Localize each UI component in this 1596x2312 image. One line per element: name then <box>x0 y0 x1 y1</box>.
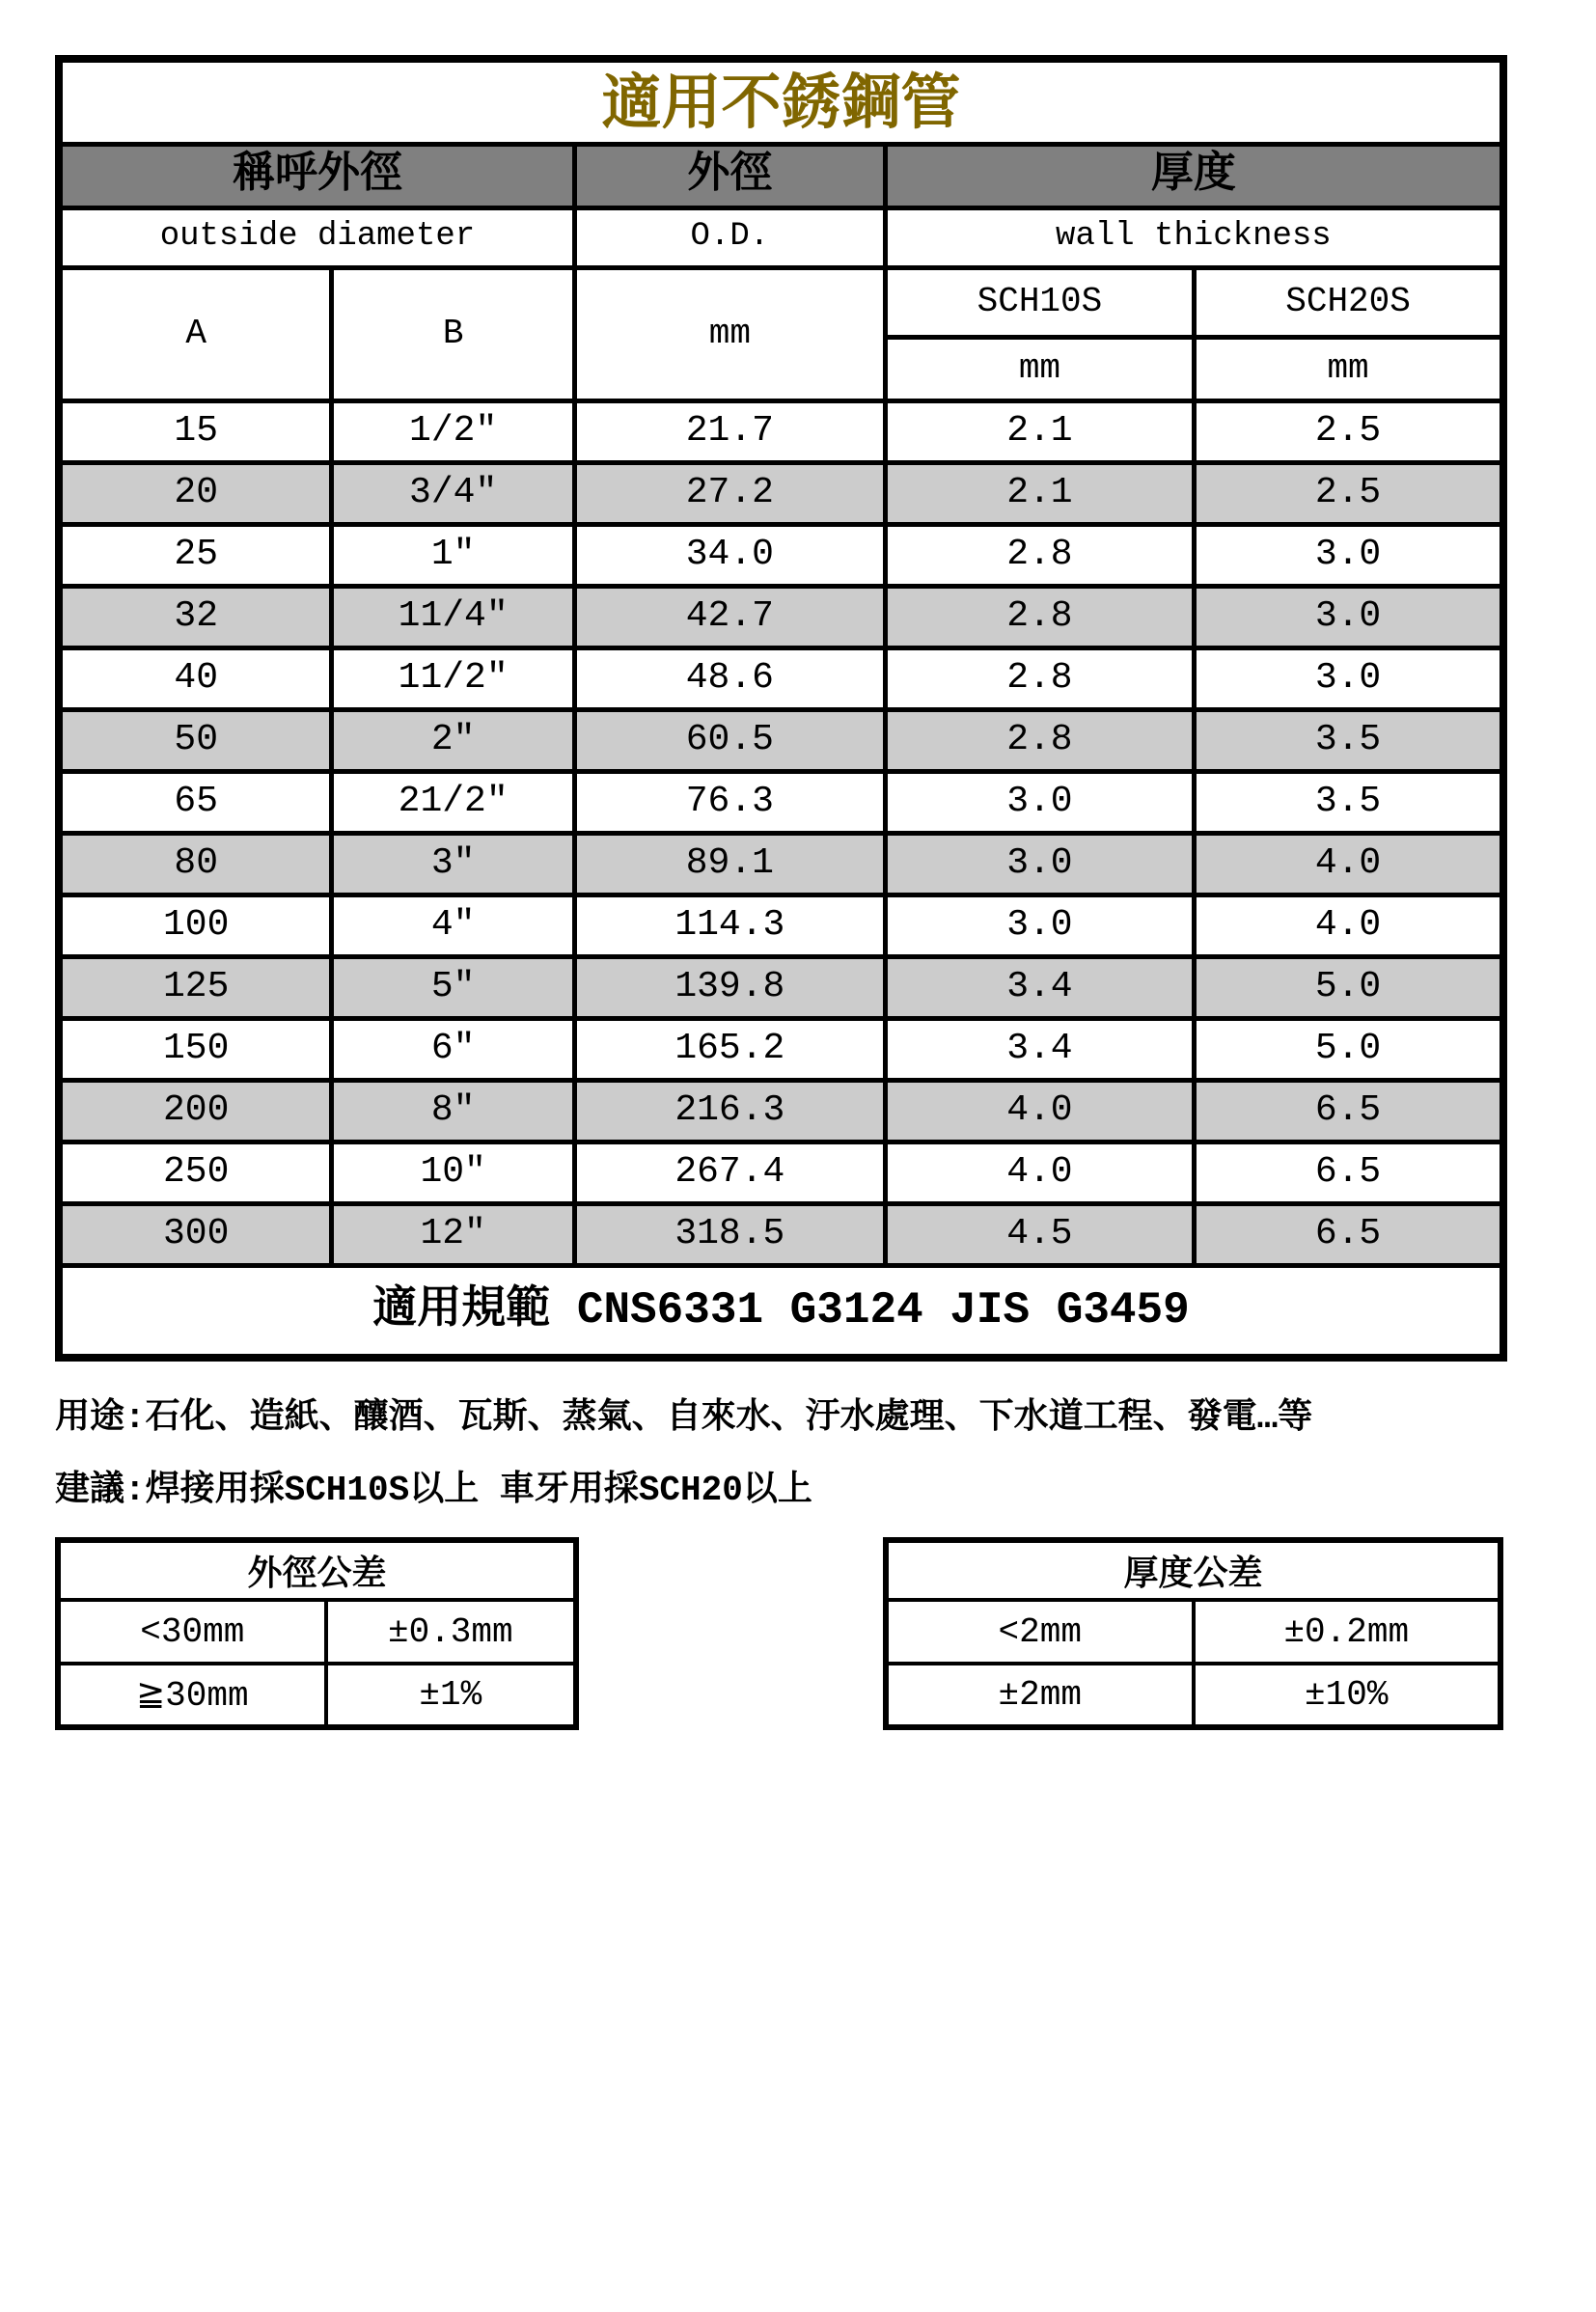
cell-a: 100 <box>59 895 332 956</box>
od-tolerance-range: <30mm <box>58 1600 326 1664</box>
col-header-b: B <box>332 267 574 400</box>
subheader-row <box>59 267 1503 337</box>
col-header-outside-diameter: outside diameter <box>59 207 574 267</box>
cell-od: 267.4 <box>574 1142 885 1203</box>
suggestion-note: 建議:焊接用採SCH10S以上 車牙用採SCH20以上 <box>55 1471 812 1510</box>
cell-sch20s: 5.0 <box>1195 956 1503 1018</box>
cell-b: 3/4" <box>332 462 574 524</box>
cell-sch20s: 2.5 <box>1195 462 1503 524</box>
od-tolerance-value: ±0.3mm <box>326 1600 576 1664</box>
table-row <box>886 1664 1500 1727</box>
cell-b: 1/2" <box>332 400 574 462</box>
cell-a: 50 <box>59 709 332 771</box>
cell-sch10s: 3.4 <box>885 1018 1194 1080</box>
od-tolerance-range: ≧30mm <box>58 1664 326 1727</box>
table-row <box>59 1080 1503 1142</box>
usage-note: 用途:石化、造紙、釀酒、瓦斯、蒸氣、自來水、汙水處理、下水道工程、發電…等 <box>55 1398 1313 1438</box>
cell-b: 11/4" <box>332 586 574 647</box>
cell-a: 125 <box>59 956 332 1018</box>
cell-od: 27.2 <box>574 462 885 524</box>
page-title: 適用不銹鋼管 <box>59 59 1503 144</box>
cell-od: 89.1 <box>574 833 885 895</box>
cell-a: 40 <box>59 647 332 709</box>
thickness-tolerance-value: ±0.2mm <box>1194 1600 1501 1664</box>
cell-sch20s: 5.0 <box>1195 1018 1503 1080</box>
cell-sch10s: 3.0 <box>885 833 1194 895</box>
table-row <box>59 586 1503 647</box>
sch10s-unit: mm <box>885 337 1194 400</box>
thickness-tolerance-range: <2mm <box>886 1600 1194 1664</box>
table-row <box>59 709 1503 771</box>
cell-od: 48.6 <box>574 647 885 709</box>
cell-b: 6" <box>332 1018 574 1080</box>
cell-b: 1" <box>332 524 574 586</box>
cell-sch10s: 2.8 <box>885 524 1194 586</box>
sch20s-unit: mm <box>1195 337 1503 400</box>
thickness-tolerance-title: 厚度公差 <box>886 1540 1500 1600</box>
cell-od: 76.3 <box>574 771 885 833</box>
cell-a: 150 <box>59 1018 332 1080</box>
pipe-spec-table <box>55 55 1507 1362</box>
cell-od: 216.3 <box>574 1080 885 1142</box>
col-header-wall-thickness: wall thickness <box>885 207 1503 267</box>
col-header-nominal-od: 稱呼外徑 <box>59 144 574 207</box>
col-header-od-unit: mm <box>574 267 885 400</box>
table-row <box>59 771 1503 833</box>
cell-sch20s: 3.5 <box>1195 771 1503 833</box>
table-row <box>59 1203 1503 1265</box>
cell-b: 10" <box>332 1142 574 1203</box>
header-row-chinese <box>59 144 1503 207</box>
cell-sch20s: 3.5 <box>1195 709 1503 771</box>
title-row <box>59 59 1503 144</box>
cell-a: 65 <box>59 771 332 833</box>
table-row <box>886 1600 1500 1664</box>
od-tolerance-header-row <box>58 1540 576 1600</box>
table-row <box>59 895 1503 956</box>
cell-sch20s: 3.0 <box>1195 586 1503 647</box>
cell-b: 3" <box>332 833 574 895</box>
cell-sch10s: 2.8 <box>885 586 1194 647</box>
cell-od: 139.8 <box>574 956 885 1018</box>
cell-sch10s: 2.8 <box>885 647 1194 709</box>
cell-sch10s: 2.8 <box>885 709 1194 771</box>
cell-b: 21/2" <box>332 771 574 833</box>
cell-od: 34.0 <box>574 524 885 586</box>
cell-sch10s: 3.0 <box>885 895 1194 956</box>
table-row <box>59 400 1503 462</box>
cell-b: 11/2" <box>332 647 574 709</box>
cell-sch10s: 3.0 <box>885 771 1194 833</box>
cell-sch10s: 4.5 <box>885 1203 1194 1265</box>
col-header-thickness: 厚度 <box>885 144 1503 207</box>
table-row <box>59 647 1503 709</box>
cell-b: 2" <box>332 709 574 771</box>
od-tolerance-value: ±1% <box>326 1664 576 1727</box>
cell-od: 114.3 <box>574 895 885 956</box>
table-body <box>59 400 1503 1265</box>
cell-a: 25 <box>59 524 332 586</box>
cell-sch20s: 3.0 <box>1195 524 1503 586</box>
col-header-od: 外徑 <box>574 144 885 207</box>
cell-od: 21.7 <box>574 400 885 462</box>
cell-b: 8" <box>332 1080 574 1142</box>
cell-a: 200 <box>59 1080 332 1142</box>
cell-sch20s: 4.0 <box>1195 895 1503 956</box>
od-tolerance-title: 外徑公差 <box>58 1540 576 1600</box>
cell-sch20s: 6.5 <box>1195 1080 1503 1142</box>
cell-sch10s: 4.0 <box>885 1080 1194 1142</box>
col-header-a: A <box>59 267 332 400</box>
cell-sch20s: 6.5 <box>1195 1203 1503 1265</box>
col-header-sch10s: SCH10S <box>885 267 1194 337</box>
cell-od: 165.2 <box>574 1018 885 1080</box>
cell-a: 32 <box>59 586 332 647</box>
cell-a: 300 <box>59 1203 332 1265</box>
cell-od: 318.5 <box>574 1203 885 1265</box>
cell-sch10s: 2.1 <box>885 462 1194 524</box>
od-tolerance-table <box>55 1537 579 1730</box>
cell-a: 15 <box>59 400 332 462</box>
cell-b: 4" <box>332 895 574 956</box>
cell-a: 20 <box>59 462 332 524</box>
cell-a: 80 <box>59 833 332 895</box>
cell-sch10s: 3.4 <box>885 956 1194 1018</box>
cell-b: 12" <box>332 1203 574 1265</box>
thickness-tolerance-value: ±10% <box>1194 1664 1501 1727</box>
cell-sch20s: 3.0 <box>1195 647 1503 709</box>
header-row-english <box>59 207 1503 267</box>
document-page <box>0 55 1596 2312</box>
table-row <box>58 1600 576 1664</box>
cell-b: 5" <box>332 956 574 1018</box>
col-header-sch20s: SCH20S <box>1195 267 1503 337</box>
col-header-od-abbrev: O.D. <box>574 207 885 267</box>
table-row <box>59 1018 1503 1080</box>
thickness-tolerance-table <box>883 1537 1503 1730</box>
cell-sch10s: 2.1 <box>885 400 1194 462</box>
cell-sch20s: 2.5 <box>1195 400 1503 462</box>
cell-od: 60.5 <box>574 709 885 771</box>
tolerance-tables <box>55 1537 1596 1730</box>
cell-a: 250 <box>59 1142 332 1203</box>
cell-sch20s: 6.5 <box>1195 1142 1503 1203</box>
table-row <box>58 1664 576 1727</box>
cell-sch10s: 4.0 <box>885 1142 1194 1203</box>
table-row <box>59 524 1503 586</box>
thickness-tolerance-header-row <box>886 1540 1500 1600</box>
thickness-tolerance-range: ±2mm <box>886 1664 1194 1727</box>
table-row <box>59 956 1503 1018</box>
cell-od: 42.7 <box>574 586 885 647</box>
table-row <box>59 1142 1503 1203</box>
table-row <box>59 833 1503 895</box>
applicable-standards: 適用規範 CNS6331 G3124 JIS G3459 <box>59 1265 1503 1358</box>
cell-sch20s: 4.0 <box>1195 833 1503 895</box>
standards-row <box>59 1265 1503 1358</box>
table-row <box>59 462 1503 524</box>
